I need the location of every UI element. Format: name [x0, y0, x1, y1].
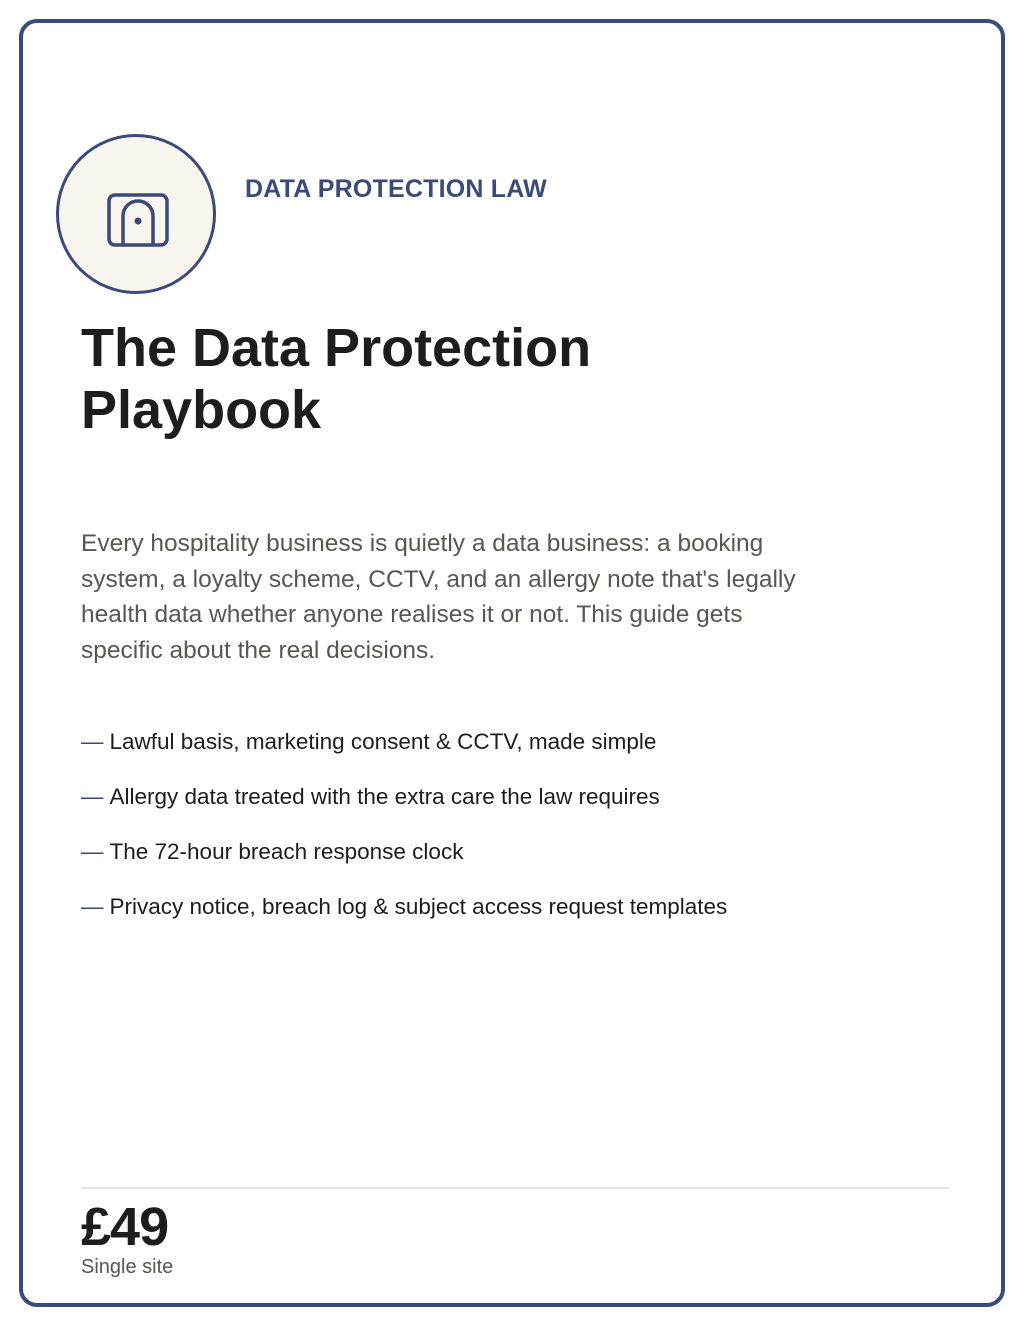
bullet-dash: —	[81, 784, 104, 809]
feature-list	[81, 727, 941, 947]
feature-text: Allergy data treated with the extra care the law requires	[109, 784, 660, 809]
bullet-dash: —	[81, 729, 104, 754]
feature-item	[81, 727, 941, 782]
icon-badge	[56, 134, 216, 294]
divider	[81, 1187, 949, 1189]
bullet-dash: —	[81, 839, 104, 864]
feature-text: Privacy notice, breach log & subject access request templates	[109, 894, 728, 919]
padlock-arch-icon	[106, 192, 170, 248]
intro-paragraph: Every hospitality business is quietly a data business: a booking system, a loyalty scheme, CCTV, and an allergy note that's legally health data whether anyone realises it or not. This guide gets specific about the real decisions.	[81, 530, 796, 664]
price: £49	[81, 1197, 169, 1257]
bullet-dash: —	[81, 894, 104, 919]
page-title: The Data Protection Playbook	[81, 318, 592, 440]
feature-item	[81, 837, 941, 892]
feature-text: The 72-hour breach response clock	[109, 839, 464, 864]
category-label: DATA PROTECTION LAW	[245, 175, 547, 203]
feature-item	[81, 782, 941, 837]
feature-text: Lawful basis, marketing consent & CCTV, made simple	[109, 729, 657, 754]
price-note: Single site	[81, 1256, 174, 1278]
product-card	[19, 19, 1005, 1307]
feature-item	[81, 892, 941, 947]
